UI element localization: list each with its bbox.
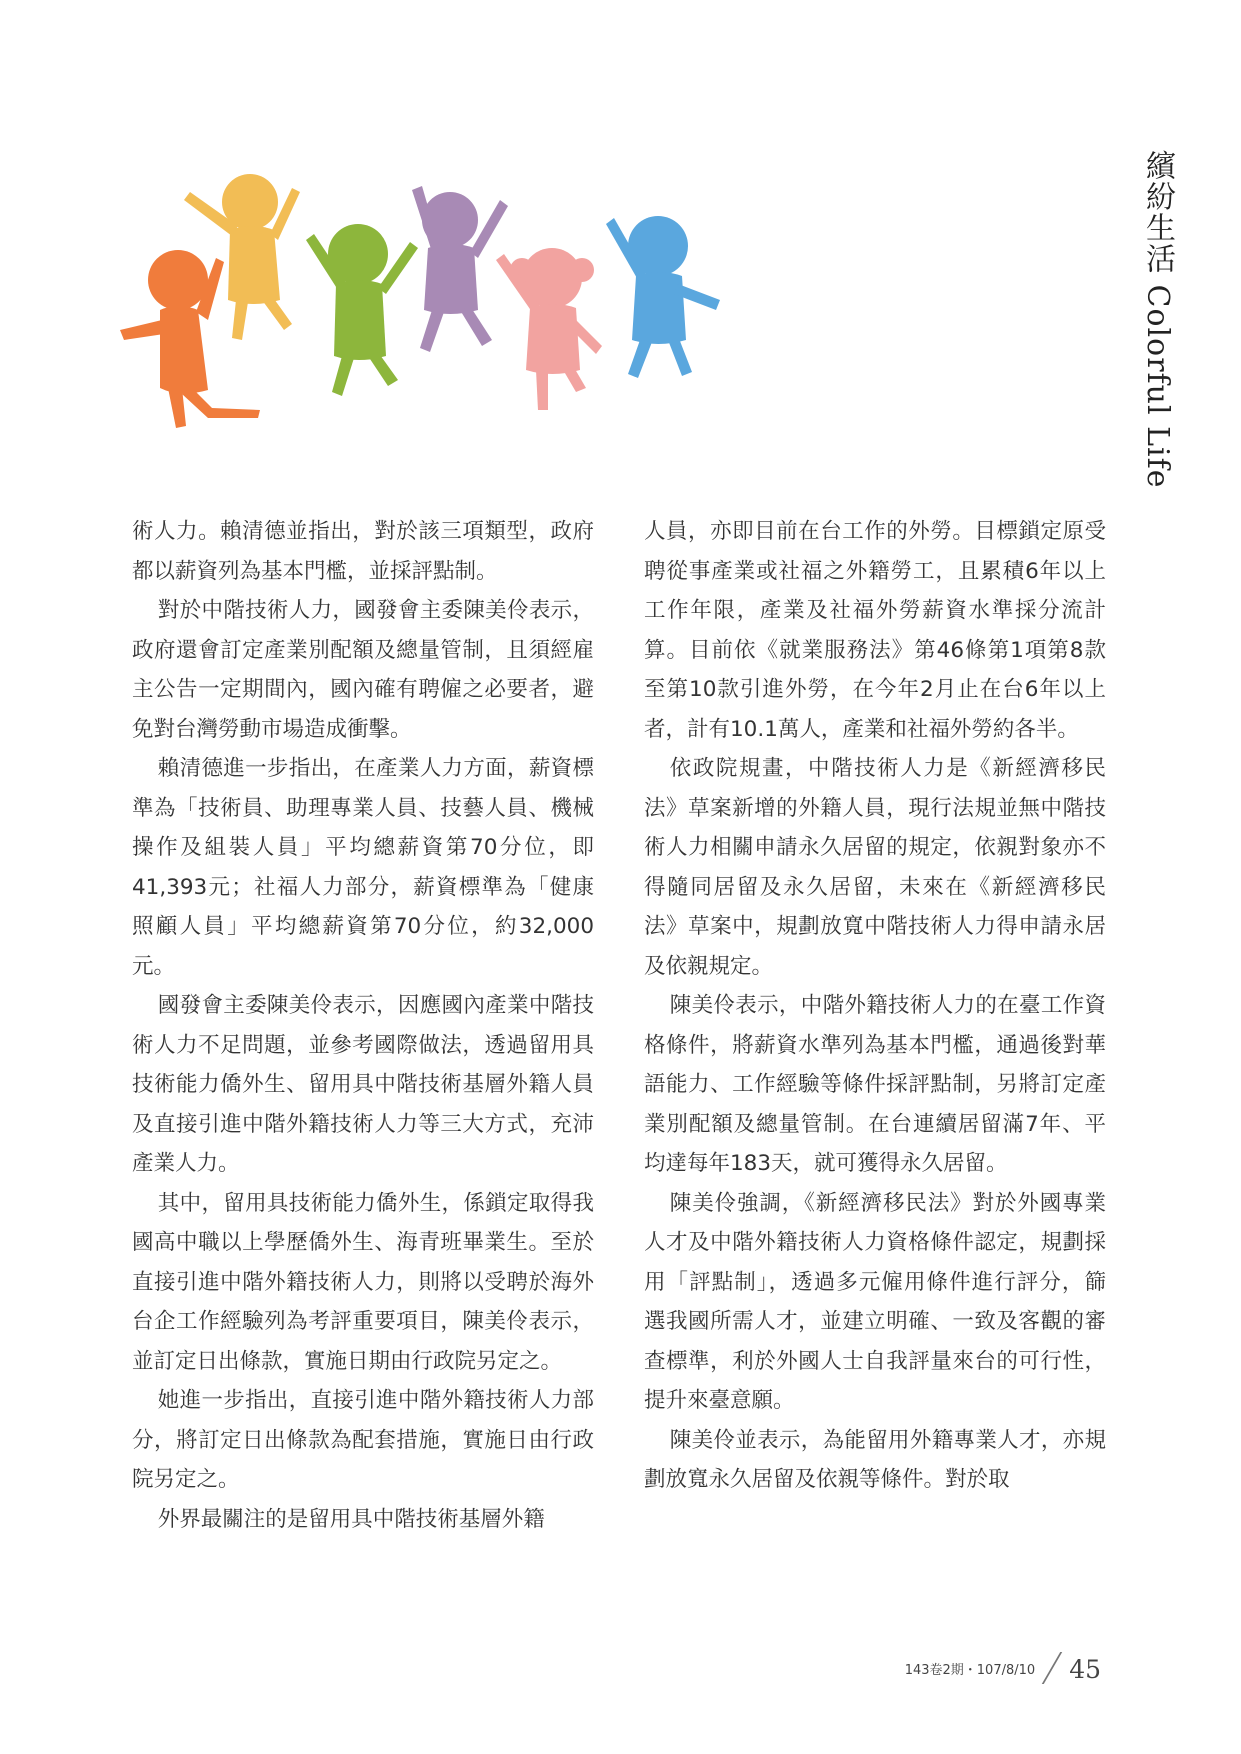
paragraph: 陳美伶強調，《新經濟移民法》對於外國專業人才及中階外籍技術人力資格條件認定，規劃採用「評點制」，透過多元僱用條件進行評分，篩選我國所需人才，並建立明確、一致及客觀的審查標準，利於外國人士自我評量來台的可行性，提升來臺意願。 (644, 1190, 1106, 1413)
page-number: 45 (1069, 1655, 1101, 1684)
jumping-children-illustration (120, 160, 740, 490)
child-silhouette-pink (496, 248, 602, 410)
paragraph: 人員，亦即目前在台工作的外勞。目標鎖定原受聘從事產業或社福之外籍勞工，且累積6年以上工作年限，產業及社福外勞薪資水準採分流計算。目前依《就業服務法》第46條第1項第8款至第10款引進外勞，在今年2月止在台6年以上者，計有10.1萬人，產業和社福外勞約各半。 (644, 519, 1106, 742)
paragraph: 賴清德進一步指出，在產業人力方面，薪資標準為「技術員、助理專業人員、技藝人員、機械操作及組裝人員」平均總薪資第70分位，即41,393元；社福人力部分，薪資標準為「健康照顧人員」平均總薪資第70分位，約32,000元。 (132, 756, 594, 979)
paragraph: 陳美伶表示，中階外籍技術人力的在臺工作資格條件，將薪資水準列為基本門檻，通過後對華語能力、工作經驗等條件採評點制，另將訂定產業別配額及總量管制。在台連續居留滿7年、平均達每年183天，就可獲得永久居留。 (644, 993, 1106, 1176)
paragraph: 依政院規畫，中階技術人力是《新經濟移民法》草案新增的外籍人員，現行法規並無中階技術人力相關申請永久居留的規定，依親對象亦不得隨同居留及永久居留，未來在《新經濟移民法》草案中，規劃放寬中階技術人力得申請永居及依親規定。 (644, 756, 1106, 979)
paragraph: 她進一步指出，直接引進中階外籍技術人力部分，將訂定日出條款為配套措施，實施日由行政院另定之。 (132, 1388, 594, 1492)
child-silhouette-blue (606, 216, 720, 378)
paragraph: 術人力。賴清德並指出，對於該三項類型，政府都以薪資列為基本門檻，並採評點制。 (132, 519, 594, 584)
left-column (132, 512, 594, 1539)
page-footer (905, 1652, 1101, 1684)
section-title: 繽紛生活 Colorful Life (1140, 150, 1175, 489)
paragraph: 對於中階技術人力，國發會主委陳美伶表示，政府還會訂定產業別配額及總量管制，且須經雇主公告一定期間內，國內確有聘僱之必要者，避免對台灣勞動市場造成衝擊。 (132, 598, 594, 742)
right-column (644, 512, 1106, 1500)
paragraph: 其中，留用具技術能力僑外生，係鎖定取得我國高中職以上學歷僑外生、海青班畢業生。至於直接引進中階外籍技術人力，則將以受聘於海外台企工作經驗列為考評重要項目，陳美伶表示，並訂定日出條款，實施日期由行政院另定之。 (132, 1190, 594, 1374)
paragraph: 外界最關注的是留用具中階技術基層外籍 (157, 1506, 545, 1532)
paragraph: 國發會主委陳美伶表示，因應國內產業中階技術人力不足問題，並參考國際做法，透過留用具技術能力僑外生、留用具中階技術基層外籍人員及直接引進中階外籍技術人力等三大方式，充沛產業人力。 (132, 993, 594, 1176)
paragraph: 陳美伶並表示，為能留用外籍專業人才，亦規劃放寬永久居留及依親等條件。對於取 (644, 1427, 1106, 1492)
issue-info: 143卷2期・107/8/10 (904, 1663, 1036, 1678)
divider (1042, 1652, 1062, 1684)
child-silhouette-purple (412, 186, 508, 352)
child-silhouette-green (306, 224, 418, 396)
